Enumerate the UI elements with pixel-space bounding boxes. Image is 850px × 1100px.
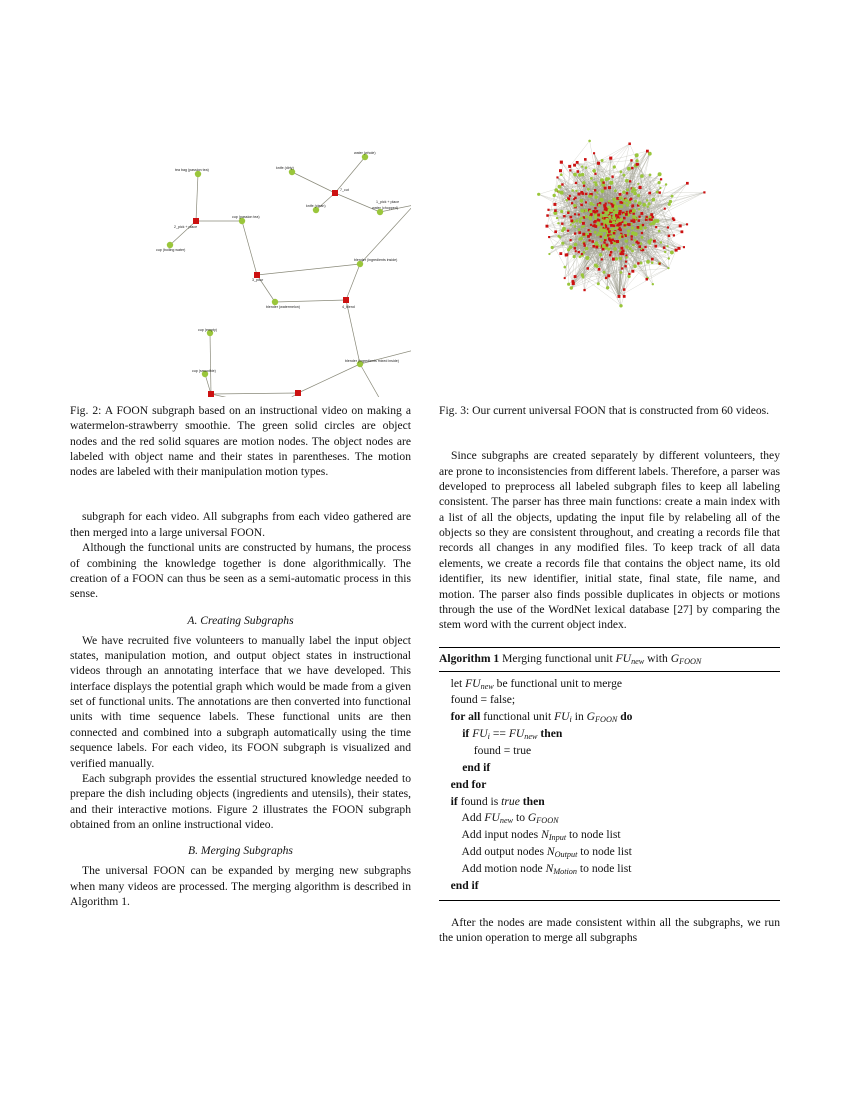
algorithm-line-7: end for <box>450 777 487 791</box>
algorithm-line-8: if found is true then <box>450 794 545 808</box>
left-paragraph-3: We have recruited five volunteers to manually label the input object states, manipulation motion, and output object states in instructional videos through an annotating interface that we have developed. This interface displays the potential graph which would be made from a given set of functional units. The annotations are then converted into functional units with time sequence labels. These functional units are then connected and combined into a subgraph automatically using the time sequence labels. For each video, its FOON subgraph is visualized and verified manually. <box>70 633 411 770</box>
figure-3-caption: Fig. 3: Our current universal FOON that is constructed from 60 videos. <box>439 404 770 417</box>
algorithm-fu-symbol: FU <box>615 651 632 665</box>
algorithm-line-6: end if <box>462 760 491 774</box>
figure-2-caption: Fig. 2: A FOON subgraph based on an instructional video on making a watermelon-strawberry smoothie. The green solid circles are object nodes and the red solid squares are motion nodes. The object nodes are labeled with object name and their states in parentheses. The motion nodes are labeled with their manipulation motion types. <box>70 404 411 479</box>
svg-text:water (whole): water (whole) <box>354 151 376 155</box>
svg-text:4_blend: 4_blend <box>342 305 355 309</box>
figure-2-labels <box>156 151 411 397</box>
algorithm-g-subscript: FOON <box>679 656 702 666</box>
section-heading-merging-subgraphs: B. Merging Subgraphs <box>188 844 293 858</box>
section-heading-creating-subgraphs: A. Creating Subgraphs <box>187 613 294 627</box>
algorithm-box <box>439 647 780 901</box>
figure-3-graph <box>439 52 780 397</box>
two-column-layout <box>70 52 780 946</box>
algorithm-title-prefix: Merging functional unit <box>502 651 613 665</box>
page-content <box>70 52 780 1052</box>
svg-text:cup (smoothie): cup (smoothie) <box>192 369 216 373</box>
algorithm-line-10: Add input nodes $N_{Input}$ to node list <box>439 828 621 843</box>
foon-subgraph-svg <box>70 52 411 397</box>
algorithm-line-4: if $FU_i == FU_{new}$ then <box>462 727 563 742</box>
svg-text:cup (boiling water): cup (boiling water) <box>156 248 186 252</box>
svg-text:tea bag (passion tea): tea bag (passion tea) <box>175 168 209 172</box>
algorithm-lines <box>439 672 780 900</box>
svg-text:7_cut: 7_cut <box>340 188 349 192</box>
left-paragraph-5: The universal FOON can be expanded by merging new subgraphs when many videos are processed. The merging algorithm is described in Algorithm 1. <box>70 864 411 909</box>
svg-text:blender (ingredients mixed ins: blender (ingredients mixed inside) <box>345 359 399 363</box>
algorithm-line-1: let $FU_{new}$ be functional unit to merge <box>439 676 623 691</box>
left-paragraph-1: subgraph for each video. All subgraphs from each video gathered are then merged into a large universal FOON. <box>70 510 411 539</box>
algorithm-line-9: Add $FU_{new}$ to $G_{FOON}$ <box>439 811 559 826</box>
svg-text:2_pick + place: 2_pick + place <box>174 225 198 229</box>
svg-text:water (chopped): water (chopped) <box>372 206 398 210</box>
svg-text:blender (ingredients inside): blender (ingredients inside) <box>354 258 398 262</box>
algorithm-title <box>439 648 780 671</box>
svg-text:blender (watermelon): blender (watermelon) <box>266 305 300 309</box>
algorithm-line-12: Add motion node $N_{Motion}$ to node list <box>439 862 632 877</box>
algorithm-line-2: found = false; <box>439 693 516 707</box>
algorithm-g-symbol: G <box>670 651 680 665</box>
left-column <box>70 52 411 946</box>
figure-2-graph <box>70 52 411 397</box>
algorithm-number: Algorithm 1 <box>439 651 500 665</box>
svg-text:cup (passion tea): cup (passion tea) <box>232 215 260 219</box>
right-paragraph-1: Since subgraphs are created separately by different volunteers, they are prone to inconsistencies from different labels. Therefore, a parser was developed to preprocess all labeled subgraph files to keep all labeling consistent. The parser has three main functions: create a main index with a list of all the objects, updating the input file by relabeling all of the objects so they are consistent throughout, and creating a records file that records all changes in any modified files. To keep track of all data elements, we create a records file that contains the object name, its old identifier, its new identifier, initial state, final state, file name, and motion. The parser also finds possible duplicates in objects or motions through the use of the WordNet lexical database [27] by comparing the stem word with the current object index. <box>439 449 780 632</box>
left-paragraph-2 <box>70 540 411 601</box>
universal-foon-svg <box>451 60 771 390</box>
algorithm-line-3: for all functional unit $FU_i$ in $G_{FOON}$ do <box>450 710 633 725</box>
algorithm-line-13: end if <box>450 879 479 893</box>
algorithm-fu-subscript: new <box>631 656 645 666</box>
svg-text:knife (dirty): knife (dirty) <box>276 166 294 170</box>
right-column <box>439 52 780 946</box>
right-paragraph-2: After the nodes are made consistent within all the subgraphs, we run the union operation to merge all subgraphs <box>439 915 780 945</box>
left-paragraph-2-text: Although the functional units are constructed by humans, the process of combining the knowledge together is done algorithmically. The creation of a FOON can thus be seen as a semi-automatic process in this sense. <box>70 541 411 601</box>
svg-text:knife (clean): knife (clean) <box>306 204 326 208</box>
svg-text:cup (empty): cup (empty) <box>198 328 217 332</box>
svg-text:1_pick + place: 1_pick + place <box>376 200 400 204</box>
left-paragraph-4: Each subgraph provides the essential structured knowledge needed to prepare the dish including objects (ingredients and utensils), their states, and their interactive motions. Figure 2 illustrates the FOON subgraph obtained from an online instructional video. <box>70 771 411 831</box>
svg-text:3_pour: 3_pour <box>252 278 264 282</box>
algorithm-line-11: Add output nodes $N_{Output}$ to node list <box>439 845 632 860</box>
algorithm-title-with: with <box>647 651 668 665</box>
figure-3-hairball <box>451 60 771 390</box>
algorithm-line-5: found = true <box>439 744 532 758</box>
